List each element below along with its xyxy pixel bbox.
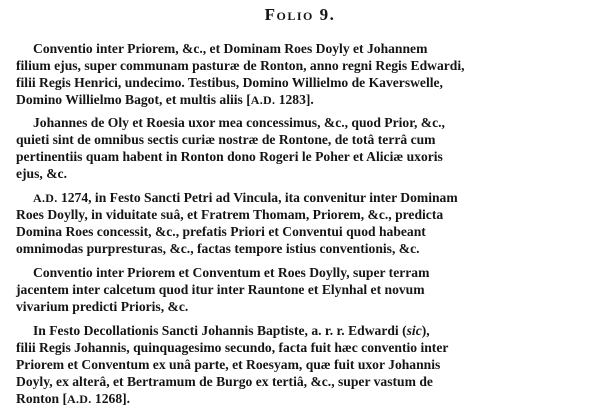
text-line: Domina Roes concessit, &c., prefatis Priori et Conventui quod habeant (16, 224, 426, 239)
text-line: Doyly, ex alterâ, et Bertramum de Burgo ex tertiâ, &c., super vastum de (16, 374, 433, 389)
text-line: filii Regis Johannis, quinquagesimo secundo, facta fuit hæc conventio inter (16, 340, 449, 355)
text-line: Conventio inter Priorem et Conventum et Roes Doylly, super terram (33, 265, 430, 280)
text-line: Conventio inter Priorem, &c., et Dominam Roes Doyly et Johannem (33, 41, 428, 56)
folio-heading: Folio 9. (264, 5, 336, 24)
text-line: In Festo Decollationis Sancti Johannis Baptiste, a. r. r. Edwardi (sic), (33, 323, 430, 338)
text-line: Domino Willielmo Bagot, et multis aliis [A.D. 1283]. (16, 92, 314, 107)
text-line: filium ejus, super communam pasturæ de Ronton, anno regni Regis Edwardi, (16, 58, 465, 73)
text-line: A.D. 1274, in Festo Sancti Petri ad Vincula, ita convenitur inter Dominam (33, 190, 458, 205)
text-line: pertinentiis quam habent in Ronton dono Rogeri le Poher et Aliciæ uxoris (16, 149, 443, 164)
text-line: omnimodas purpresturas, &c., factas tempore istius conventionis, &c. (16, 241, 420, 256)
text-line: Ronton [A.D. 1268]. (16, 391, 131, 406)
text-line: Priorem et Conventum ex unâ parte, et Roesyam, quæ fuit uxor Johannis (16, 357, 441, 372)
text-line: vivarium predicti Prioris, &c. (16, 299, 189, 314)
text-line: ejus, &c. (16, 166, 67, 181)
text-line: Johannes de Oly et Roesia uxor mea concessimus, &c., quod Prior, &c., (33, 115, 445, 130)
text-line: filii Regis Henrici, undecimo. Testibus, Domino Willielmo de Kaverswelle, (16, 75, 443, 90)
text-line: jacentem inter calcetum quod itur inter Rauntone et Elynhal et novum (16, 282, 425, 297)
text-line: Roes Doylly, in viduitate suâ, et Fratrem Thomam, Priorem, &c., predicta (16, 207, 444, 222)
text-line: quieti sint de omnibus sectis curiæ nostræ de Rontone, de totâ terrâ cum (16, 132, 436, 147)
